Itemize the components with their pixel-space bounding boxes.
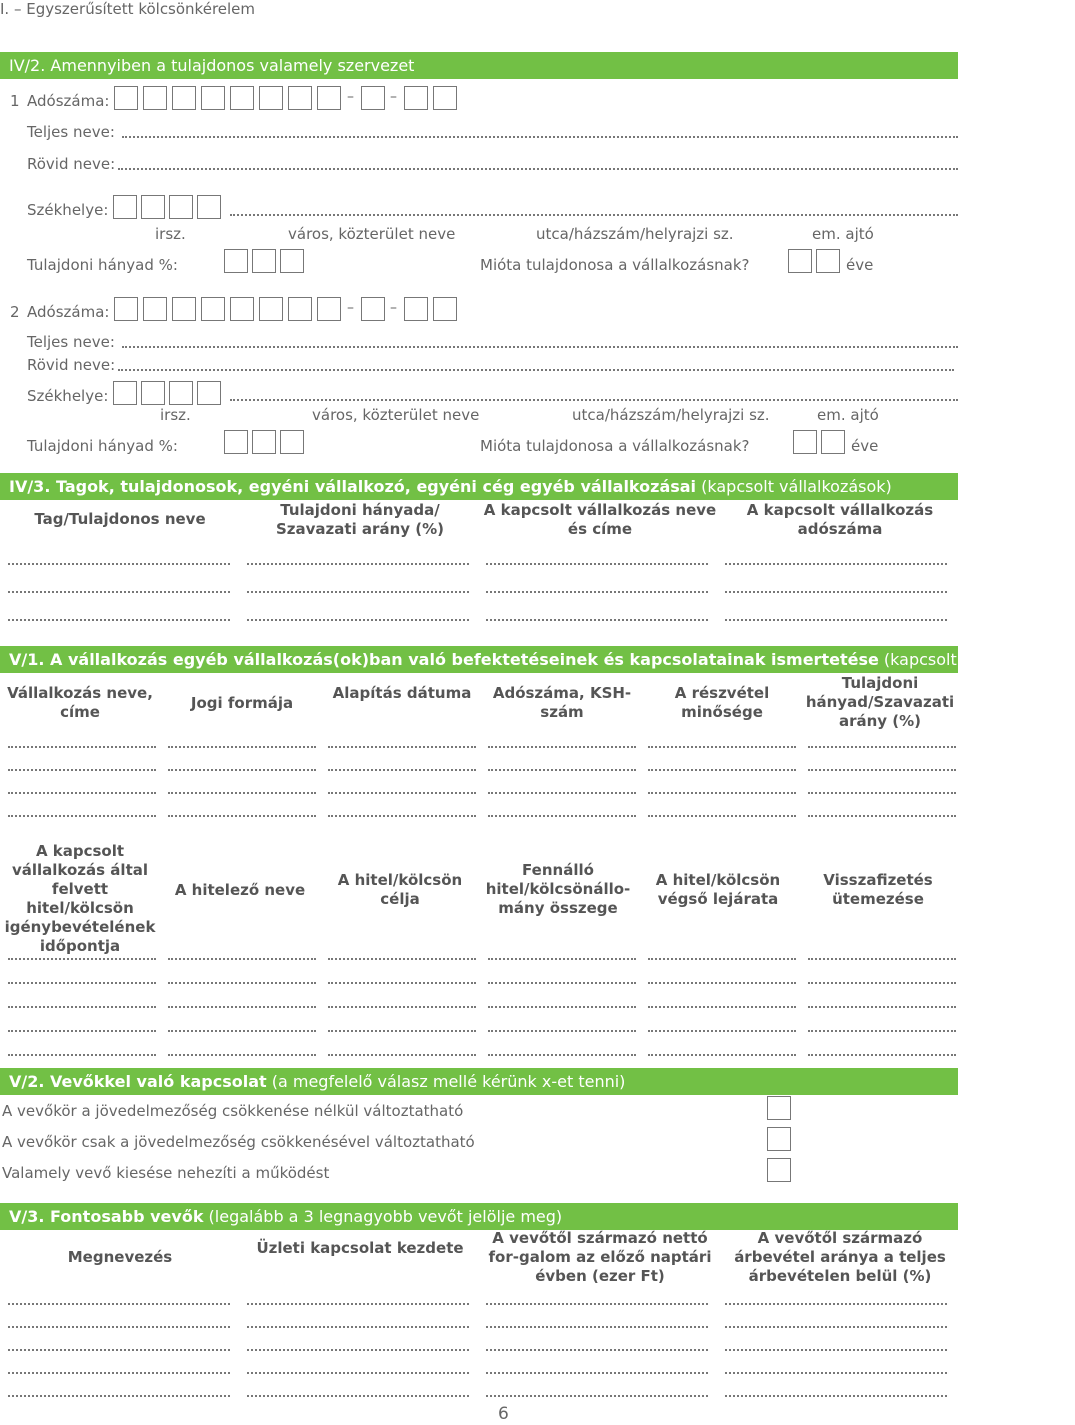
owner-2-share-label: Tulajdoni hányad %:	[27, 437, 178, 455]
zip-digit-box[interactable]	[113, 381, 137, 405]
page-number: 6	[498, 1404, 509, 1424]
separator-dash: –	[347, 89, 354, 105]
table-cell-field[interactable]	[486, 1349, 708, 1351]
owner-1-number: 1	[10, 92, 20, 110]
owner-1-fullname-field[interactable]	[122, 136, 958, 138]
tax-digit-box[interactable]	[361, 297, 385, 321]
table-cell-field[interactable]	[247, 1349, 469, 1351]
tax-digit-box[interactable]	[230, 86, 254, 110]
separator-dash: –	[347, 300, 354, 316]
zip-digit-box[interactable]	[141, 195, 165, 219]
table-cell-field[interactable]	[486, 619, 708, 621]
separator-dash: –	[390, 300, 397, 316]
tax-digit-box[interactable]	[230, 297, 254, 321]
owner-2-year-label: éve	[851, 437, 879, 455]
section-iv2-header: IV/2. Amennyiben a tulajdonos valamely szervezet	[0, 52, 958, 79]
owner-2-tax-label: Adószáma:	[27, 303, 110, 321]
iv3-col-company: A kapcsolt vállalkozás neve és címe	[483, 501, 717, 538]
table-cell-field[interactable]	[486, 1395, 708, 1397]
owner-1-city-caption: város, közterület neve	[288, 225, 456, 243]
v2-option-1-checkbox[interactable]	[767, 1096, 791, 1120]
table-cell-field[interactable]	[328, 1054, 476, 1056]
tax-digit-box[interactable]	[172, 297, 196, 321]
document-header: I. – Egyszerűsített kölcsönkérelem	[0, 0, 256, 18]
owner-2-seat-label: Székhelye:	[27, 387, 109, 405]
zip-digit-box[interactable]	[113, 195, 137, 219]
owner-2-shortname-label: Rövid neve:	[27, 356, 116, 374]
section-v2-title: V/2. Vevőkkel való kapcsolat	[9, 1072, 267, 1091]
owner-2-fullname-label: Teljes neve:	[27, 333, 115, 351]
table-cell-field[interactable]	[247, 563, 469, 565]
owner-1-irsz-caption: irsz.	[155, 225, 186, 243]
share-digit-box[interactable]	[280, 249, 304, 273]
table-cell-field[interactable]	[725, 1372, 947, 1374]
tax-digit-box[interactable]	[143, 297, 167, 321]
share-digit-box[interactable]	[224, 430, 248, 454]
v3-col-ratio: A vevőtől származó árbevétel aránya a teljes árbevételen belül (%)	[734, 1229, 946, 1285]
tax-digit-box[interactable]	[172, 86, 196, 110]
table-cell-field[interactable]	[8, 591, 230, 593]
table-cell-field[interactable]	[488, 815, 636, 817]
owner-2-fullname-field[interactable]	[122, 346, 958, 348]
v2-option-1-label: A vevőkör a jövedelmezőség csökkenése nélkül változtatható	[2, 1102, 464, 1120]
section-v1-title: V/1. A vállalkozás egyéb vállalkozás(ok)ban való befektetéseinek és kapcsolatainak ismertetése	[9, 650, 879, 669]
tax-digit-box[interactable]	[361, 86, 385, 110]
table-cell-field[interactable]	[488, 746, 636, 748]
table-cell-field[interactable]	[725, 1303, 947, 1305]
section-v2-header	[0, 1068, 958, 1095]
tax-digit-box[interactable]	[114, 86, 138, 110]
table-cell-field[interactable]	[808, 746, 956, 748]
owner-1-street-caption: utca/házszám/helyrajzi sz.	[536, 225, 734, 243]
table-cell-field[interactable]	[8, 746, 156, 748]
v1-col-participation: A részvétel minősége	[674, 684, 770, 721]
table-cell-field[interactable]	[328, 746, 476, 748]
table-cell-field[interactable]	[168, 1030, 316, 1032]
section-iv3-header	[0, 473, 958, 500]
v2-option-2-label: A vevőkör csak a jövedelmezőség csökkenésével változtatható	[2, 1133, 475, 1151]
zip-digit-box[interactable]	[141, 381, 165, 405]
owner-2-since-label: Mióta tulajdonosa a vállalkozásnak?	[480, 437, 750, 455]
table-cell-field[interactable]	[168, 746, 316, 748]
table-cell-field[interactable]	[808, 792, 956, 794]
table-cell-field[interactable]	[328, 769, 476, 771]
share-digit-box[interactable]	[224, 249, 248, 273]
table-cell-field[interactable]	[486, 591, 708, 593]
table-cell-field[interactable]	[8, 958, 156, 960]
table-cell-field[interactable]	[648, 815, 796, 817]
year-digit-box[interactable]	[821, 430, 845, 454]
table-cell-field[interactable]	[808, 982, 956, 984]
table-cell-field[interactable]	[328, 792, 476, 794]
table-cell-field[interactable]	[648, 792, 796, 794]
v1-col-legal: Jogi formája	[190, 694, 294, 712]
table-cell-field[interactable]	[725, 1349, 947, 1351]
year-digit-box[interactable]	[788, 249, 812, 273]
tax-digit-box[interactable]	[404, 86, 428, 110]
table-cell-field[interactable]	[247, 591, 469, 593]
section-v2-note: (a megfelelő válasz mellé kérünk x-et tenni)	[266, 1072, 626, 1091]
table-cell-field[interactable]	[168, 769, 316, 771]
section-iv3-note: (kapcsolt vállalkozások)	[696, 477, 892, 496]
separator-dash: –	[390, 89, 397, 105]
table-cell-field[interactable]	[8, 1326, 230, 1328]
tax-digit-box[interactable]	[288, 86, 312, 110]
table-cell-field[interactable]	[8, 1349, 230, 1351]
share-digit-box[interactable]	[280, 430, 304, 454]
table-cell-field[interactable]	[486, 563, 708, 565]
owner-2-shortname-field[interactable]	[118, 369, 954, 371]
tax-digit-box[interactable]	[201, 297, 225, 321]
zip-digit-box[interactable]	[169, 381, 193, 405]
table-cell-field[interactable]	[808, 815, 956, 817]
table-cell-field[interactable]	[488, 1030, 636, 1032]
tax-digit-box[interactable]	[143, 86, 167, 110]
owner-1-fullname-label: Teljes neve:	[27, 123, 115, 141]
v1-col-founded: Alapítás dátuma	[332, 684, 472, 702]
table-cell-field[interactable]	[247, 1395, 469, 1397]
tax-digit-box[interactable]	[259, 86, 283, 110]
owner-1-shortname-field[interactable]	[118, 168, 958, 170]
v2-option-3-checkbox[interactable]	[767, 1158, 791, 1182]
table-cell-field[interactable]	[648, 769, 796, 771]
table-cell-field[interactable]	[328, 1030, 476, 1032]
table-cell-field[interactable]	[488, 1054, 636, 1056]
owner-2-city-caption: város, közterület neve	[312, 406, 480, 424]
table-cell-field[interactable]	[8, 1395, 230, 1397]
v1-col-name: Vállalkozás neve, címe	[7, 684, 153, 721]
table-cell-field[interactable]	[808, 769, 956, 771]
table-cell-field[interactable]	[247, 619, 469, 621]
iv3-col-taxnum: A kapcsolt vállalkozás adószáma	[746, 501, 934, 538]
v1-col-outstanding: Fennálló hitel/kölcsönállo-mány összege	[485, 861, 631, 917]
table-cell-field[interactable]	[725, 1326, 947, 1328]
table-cell-field[interactable]	[328, 1006, 476, 1008]
tax-digit-box[interactable]	[201, 86, 225, 110]
owner-1-address-field[interactable]	[230, 214, 958, 216]
section-v1-note: (kapcsolt vállalkozások)	[878, 650, 1075, 669]
table-cell-field[interactable]	[648, 982, 796, 984]
table-cell-field[interactable]	[488, 1006, 636, 1008]
table-cell-field[interactable]	[725, 1395, 947, 1397]
table-cell-field[interactable]	[486, 1303, 708, 1305]
table-cell-field[interactable]	[168, 792, 316, 794]
table-cell-field[interactable]	[725, 619, 947, 621]
table-cell-field[interactable]	[808, 1054, 956, 1056]
table-cell-field[interactable]	[488, 792, 636, 794]
table-cell-field[interactable]	[8, 792, 156, 794]
table-cell-field[interactable]	[328, 982, 476, 984]
table-cell-field[interactable]	[247, 1372, 469, 1374]
table-cell-field[interactable]	[168, 1054, 316, 1056]
v1-col-lender: A hitelező neve	[174, 881, 306, 899]
table-cell-field[interactable]	[8, 1054, 156, 1056]
table-cell-field[interactable]	[247, 1326, 469, 1328]
table-cell-field[interactable]	[8, 982, 156, 984]
year-digit-box[interactable]	[816, 249, 840, 273]
table-cell-field[interactable]	[486, 1326, 708, 1328]
table-cell-field[interactable]	[8, 1006, 156, 1008]
zip-digit-box[interactable]	[197, 381, 221, 405]
section-v1-header	[0, 646, 1075, 673]
owner-1-shortname-label: Rövid neve:	[27, 155, 116, 173]
v1-col-share: Tulajdoni hányad/Szavazati arány (%)	[805, 674, 955, 730]
owner-1-seat-label: Székhelye:	[27, 201, 109, 219]
table-cell-field[interactable]	[8, 815, 156, 817]
table-cell-field[interactable]	[808, 1006, 956, 1008]
zip-digit-box[interactable]	[169, 195, 193, 219]
owner-2-address-field[interactable]	[230, 399, 958, 401]
table-cell-field[interactable]	[648, 746, 796, 748]
table-cell-field[interactable]	[488, 769, 636, 771]
v1-col-loan-date: A kapcsolt vállalkozás által felvett hitel/kölcsön igénybevételének időpontja	[4, 842, 156, 955]
tax-digit-box[interactable]	[317, 297, 341, 321]
zip-digit-box[interactable]	[197, 195, 221, 219]
table-cell-field[interactable]	[725, 591, 947, 593]
section-iv3-title: IV/3. Tagok, tulajdonosok, egyéni vállalkozó, egyéni cég egyéb vállalkozásai	[9, 477, 697, 496]
section-v3-note: (legalább a 3 legnagyobb vevőt jelölje meg)	[203, 1207, 563, 1226]
tax-digit-box[interactable]	[433, 297, 457, 321]
owner-1-year-label: éve	[846, 256, 874, 274]
table-cell-field[interactable]	[8, 619, 230, 621]
table-cell-field[interactable]	[725, 563, 947, 565]
table-cell-field[interactable]	[648, 1054, 796, 1056]
tax-digit-box[interactable]	[404, 297, 428, 321]
tax-digit-box[interactable]	[317, 86, 341, 110]
owner-2-number: 2	[10, 303, 20, 321]
v1-col-taxksh: Adószáma, KSH-szám	[492, 684, 632, 721]
owner-2-street-caption: utca/házszám/helyrajzi sz.	[572, 406, 770, 424]
v2-option-2-checkbox[interactable]	[767, 1127, 791, 1151]
year-digit-box[interactable]	[793, 430, 817, 454]
owner-1-since-label: Mióta tulajdonosa a vállalkozásnak?	[480, 256, 750, 274]
tax-digit-box[interactable]	[433, 86, 457, 110]
tax-digit-box[interactable]	[114, 297, 138, 321]
owner-1-share-label: Tulajdoni hányad %:	[27, 256, 178, 274]
table-cell-field[interactable]	[328, 815, 476, 817]
iv3-col-owner: Tag/Tulajdonos neve	[34, 510, 206, 528]
table-cell-field[interactable]	[168, 1006, 316, 1008]
table-cell-field[interactable]	[328, 958, 476, 960]
table-cell-field[interactable]	[168, 815, 316, 817]
table-cell-field[interactable]	[8, 1030, 156, 1032]
v3-col-start: Üzleti kapcsolat kezdete	[256, 1239, 464, 1257]
table-cell-field[interactable]	[488, 982, 636, 984]
owner-1-tax-label: Adószáma:	[27, 92, 110, 110]
table-cell-field[interactable]	[488, 958, 636, 960]
v1-col-purpose: A hitel/kölcsön célja	[337, 871, 463, 908]
v1-col-maturity: A hitel/kölcsön végső lejárata	[655, 871, 781, 908]
share-digit-box[interactable]	[252, 430, 276, 454]
table-cell-field[interactable]	[168, 982, 316, 984]
iv3-col-share: Tulajdoni hányada/ Szavazati arány (%)	[275, 501, 444, 538]
owner-2-irsz-caption: irsz.	[160, 406, 191, 424]
owner-2-door-caption: em. ajtó	[817, 406, 879, 424]
v2-option-3-label: Valamely vevő kiesése nehezíti a működést	[2, 1164, 330, 1182]
tax-digit-box[interactable]	[288, 297, 312, 321]
table-cell-field[interactable]	[648, 1030, 796, 1032]
table-cell-field[interactable]	[8, 563, 230, 565]
section-v3-title: V/3. Fontosabb vevők	[9, 1207, 204, 1226]
table-cell-field[interactable]	[648, 958, 796, 960]
section-v3-header	[0, 1203, 958, 1230]
share-digit-box[interactable]	[252, 249, 276, 273]
table-cell-field[interactable]	[247, 1303, 469, 1305]
table-cell-field[interactable]	[8, 769, 156, 771]
table-cell-field[interactable]	[648, 1006, 796, 1008]
table-cell-field[interactable]	[8, 1372, 230, 1374]
table-cell-field[interactable]	[808, 1030, 956, 1032]
table-cell-field[interactable]	[808, 958, 956, 960]
table-cell-field[interactable]	[8, 1303, 230, 1305]
table-cell-field[interactable]	[486, 1372, 708, 1374]
tax-digit-box[interactable]	[259, 297, 283, 321]
v3-col-turnover: A vevőtől származó nettó for-galom az előző naptári évben (ezer Ft)	[488, 1229, 712, 1285]
v3-col-name: Megnevezés	[67, 1248, 173, 1266]
owner-1-door-caption: em. ajtó	[812, 225, 874, 243]
table-cell-field[interactable]	[168, 958, 316, 960]
v1-col-repayment: Visszafizetés ütemezése	[823, 871, 933, 908]
